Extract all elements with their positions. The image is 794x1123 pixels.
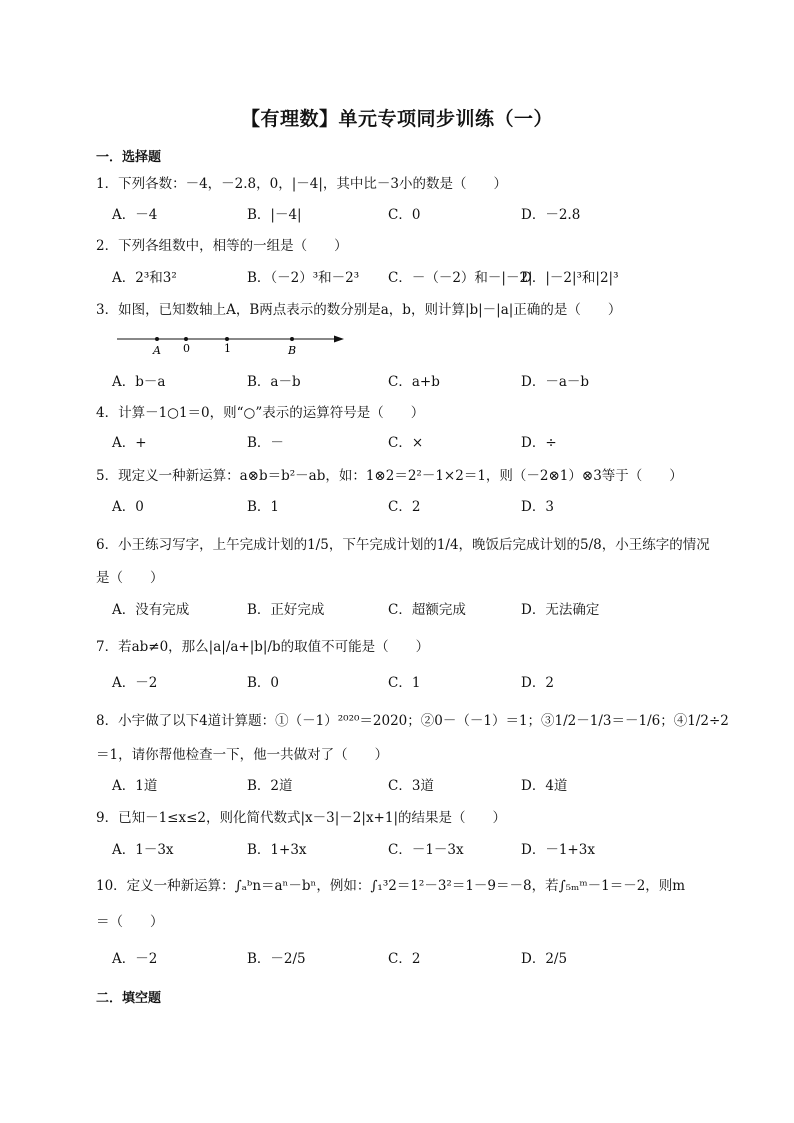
option-a: A．－4: [112, 207, 158, 223]
options-3: [112, 372, 712, 392]
option-b: B．2道: [247, 778, 293, 794]
option-c: C．1: [388, 675, 421, 691]
section-heading-choice: 一．选择题: [96, 150, 162, 165]
question-10: 10．定义一种新运算：∫ₐᵇn＝aⁿ－bⁿ，例如：∫₁³2＝1²－3²＝1－9＝－8，若∫₅ₘᵐ－1＝－2，则m: [96, 878, 686, 894]
options-10: [112, 949, 712, 969]
option-b: B．|－4|: [247, 207, 302, 223]
option-c: C．－（－2）和－|－2|: [388, 270, 533, 286]
question-8: 8．小宇做了以下4道计算题：①（－1）²⁰²⁰＝2020；②0－（－1）＝1；③1/2－1/3＝－1/6；④1/2÷2: [96, 713, 729, 729]
option-c: C．a+b: [388, 374, 440, 390]
option-a: A．－2: [112, 675, 158, 691]
option-d: D．|－2|³和|2|³: [521, 270, 619, 286]
option-d: D．－2.8: [521, 207, 581, 223]
options-1: [112, 205, 712, 225]
option-c: C．×: [388, 435, 424, 451]
option-d: D．2/5: [521, 951, 568, 967]
point-1: [225, 337, 229, 341]
question-2: 2．下列各组数中，相等的一组是（ ）: [96, 238, 348, 254]
option-b: B．1: [247, 499, 280, 515]
question-1: 1．下列各数：－4，－2.8，0，|－4|，其中比－3小的数是（ ）: [96, 176, 508, 192]
question-6-continued: 是（ ）: [96, 570, 164, 586]
question-3: 3．如图，已知数轴上A，B两点表示的数分别是a，b，则计算|b|－|a|正确的是（ ）: [96, 302, 622, 318]
options-9: [112, 840, 712, 860]
label-1: 1: [224, 342, 231, 355]
question-8-continued: ＝1，请你帮他检查一下，他一共做对了（ ）: [96, 747, 389, 763]
label-0: 0: [183, 342, 190, 355]
option-d: D．－a－b: [521, 374, 590, 390]
options-7: [112, 673, 712, 693]
option-a: A．+: [112, 435, 147, 451]
option-c: C．2: [388, 499, 421, 515]
option-a: A．1道: [112, 778, 158, 794]
label-a: A: [153, 344, 161, 357]
point-b: [290, 337, 294, 341]
option-b: B．－2/5: [247, 951, 306, 967]
option-c: C．－1－3x: [388, 842, 464, 858]
options-8: [112, 776, 712, 796]
option-c: C．3道: [388, 778, 434, 794]
option-c: C．2: [388, 951, 421, 967]
option-a: A．2³和3²: [112, 270, 177, 286]
question-4: 4．计算－1○1＝0，则“○”表示的运算符号是（ ）: [96, 405, 425, 421]
option-d: D．－1+3x: [521, 842, 595, 858]
option-b: B．正好完成: [247, 602, 325, 618]
number-line-figure: [112, 330, 352, 358]
point-0: [184, 337, 188, 341]
option-c: C．0: [388, 207, 421, 223]
option-c: C．超额完成: [388, 602, 466, 618]
option-d: D．4道: [521, 778, 568, 794]
option-d: D．无法确定: [521, 602, 600, 618]
question-6: 6．小王练习写字，上午完成计划的1/5，下午完成计划的1/4，晚饭后完成计划的5/8，小王练字的情况: [96, 537, 710, 553]
options-5: [112, 497, 712, 517]
option-a: A．－2: [112, 951, 158, 967]
section-heading-fill: 二．填空题: [96, 991, 162, 1006]
option-d: D．2: [521, 675, 554, 691]
question-10-continued: ＝（ ）: [96, 914, 164, 930]
option-a: A．b－a: [112, 374, 166, 390]
options-4: [112, 433, 712, 453]
option-a: A．1－3x: [112, 842, 174, 858]
arrow-right-icon: [334, 336, 344, 343]
option-d: D．÷: [521, 435, 557, 451]
option-b: B．（－2）³和－2³: [247, 270, 360, 286]
question-5: 5．现定义一种新运算：a⊗b＝b²－ab，如：1⊗2＝2²－1×2＝1，则（－2⊗1）⊗3等于（ ）: [96, 468, 683, 484]
options-6: [112, 600, 712, 620]
option-b: B．－: [247, 435, 284, 451]
option-a: A．没有完成: [112, 602, 190, 618]
options-2: [112, 268, 712, 288]
option-b: B．a－b: [247, 374, 301, 390]
option-b: B．0: [247, 675, 280, 691]
page-title: 【有理数】单元专项同步训练（一）: [240, 108, 553, 130]
option-a: A．0: [112, 499, 144, 515]
label-b: B: [288, 344, 297, 357]
point-a: [155, 337, 159, 341]
option-b: B．1+3x: [247, 842, 307, 858]
option-d: D．3: [521, 499, 554, 515]
question-7: 7．若ab≠0，那么|a|/a+|b|/b的取值不可能是（ ）: [96, 639, 430, 655]
question-9: 9．已知－1≤x≤2，则化简代数式|x－3|－2|x+1|的结果是（ ）: [96, 810, 507, 826]
